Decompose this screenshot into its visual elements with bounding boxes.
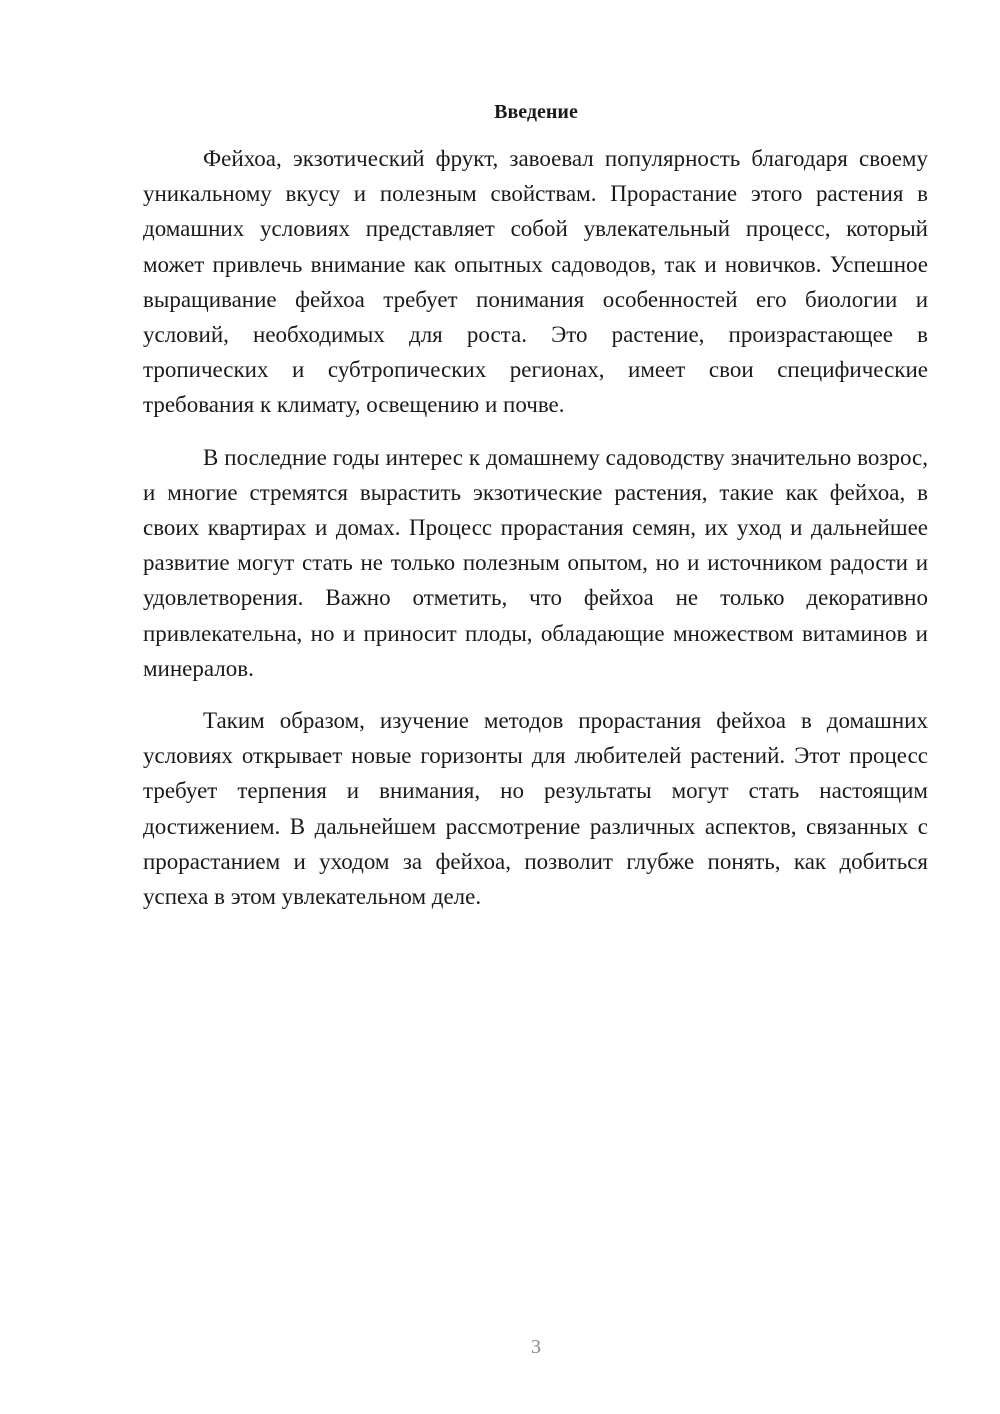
paragraph-3: Таким образом, изучение методов прорастания фейхоа в домашних условиях открывает новые горизонты для любителей растений. Этот процесс требует терпения и внимания, но результаты могут стать настоящим достижением. В дальнейшем рассмотрение различных аспектов, связанных с прорастанием и уходом за фейхоа, позволит глубже понять, как добиться успеха в этом увлекательном деле.	[143, 708, 928, 910]
page-number: 3	[531, 1336, 541, 1358]
paragraph-1: Фейхоа, экзотический фрукт, завоевал популярность благодаря своему уникальному вкусу и полезным свойствам. Прорастание этого растения в домашних условиях представляет собой увлекательный процесс, который может привлечь внимание как опытных садоводов, так и новичков. Успешное выращивание фейхоа требует понимания особенностей его биологии и условий, необходимых для роста. Это растение, произрастающее в тропических и субтропических регионах, имеет свои специфические требования к климату, освещению и почве.	[143, 146, 928, 418]
body-text	[143, 141, 928, 931]
paragraph-2: В последние годы интерес к домашнему садоводству значительно возрос, и многие стремятся вырастить экзотические растения, такие как фейхоа, в своих квартирах и домах. Процесс прорастания семян, их уход и дальнейшее развитие могут стать не только полезным опытом, но и источником радости и удовлетворения. Важно отметить, что фейхоа не только декоративно привлекательна, но и приносит плоды, обладающие множеством витаминов и минералов.	[143, 444, 928, 681]
section-heading: Введение	[494, 101, 578, 123]
